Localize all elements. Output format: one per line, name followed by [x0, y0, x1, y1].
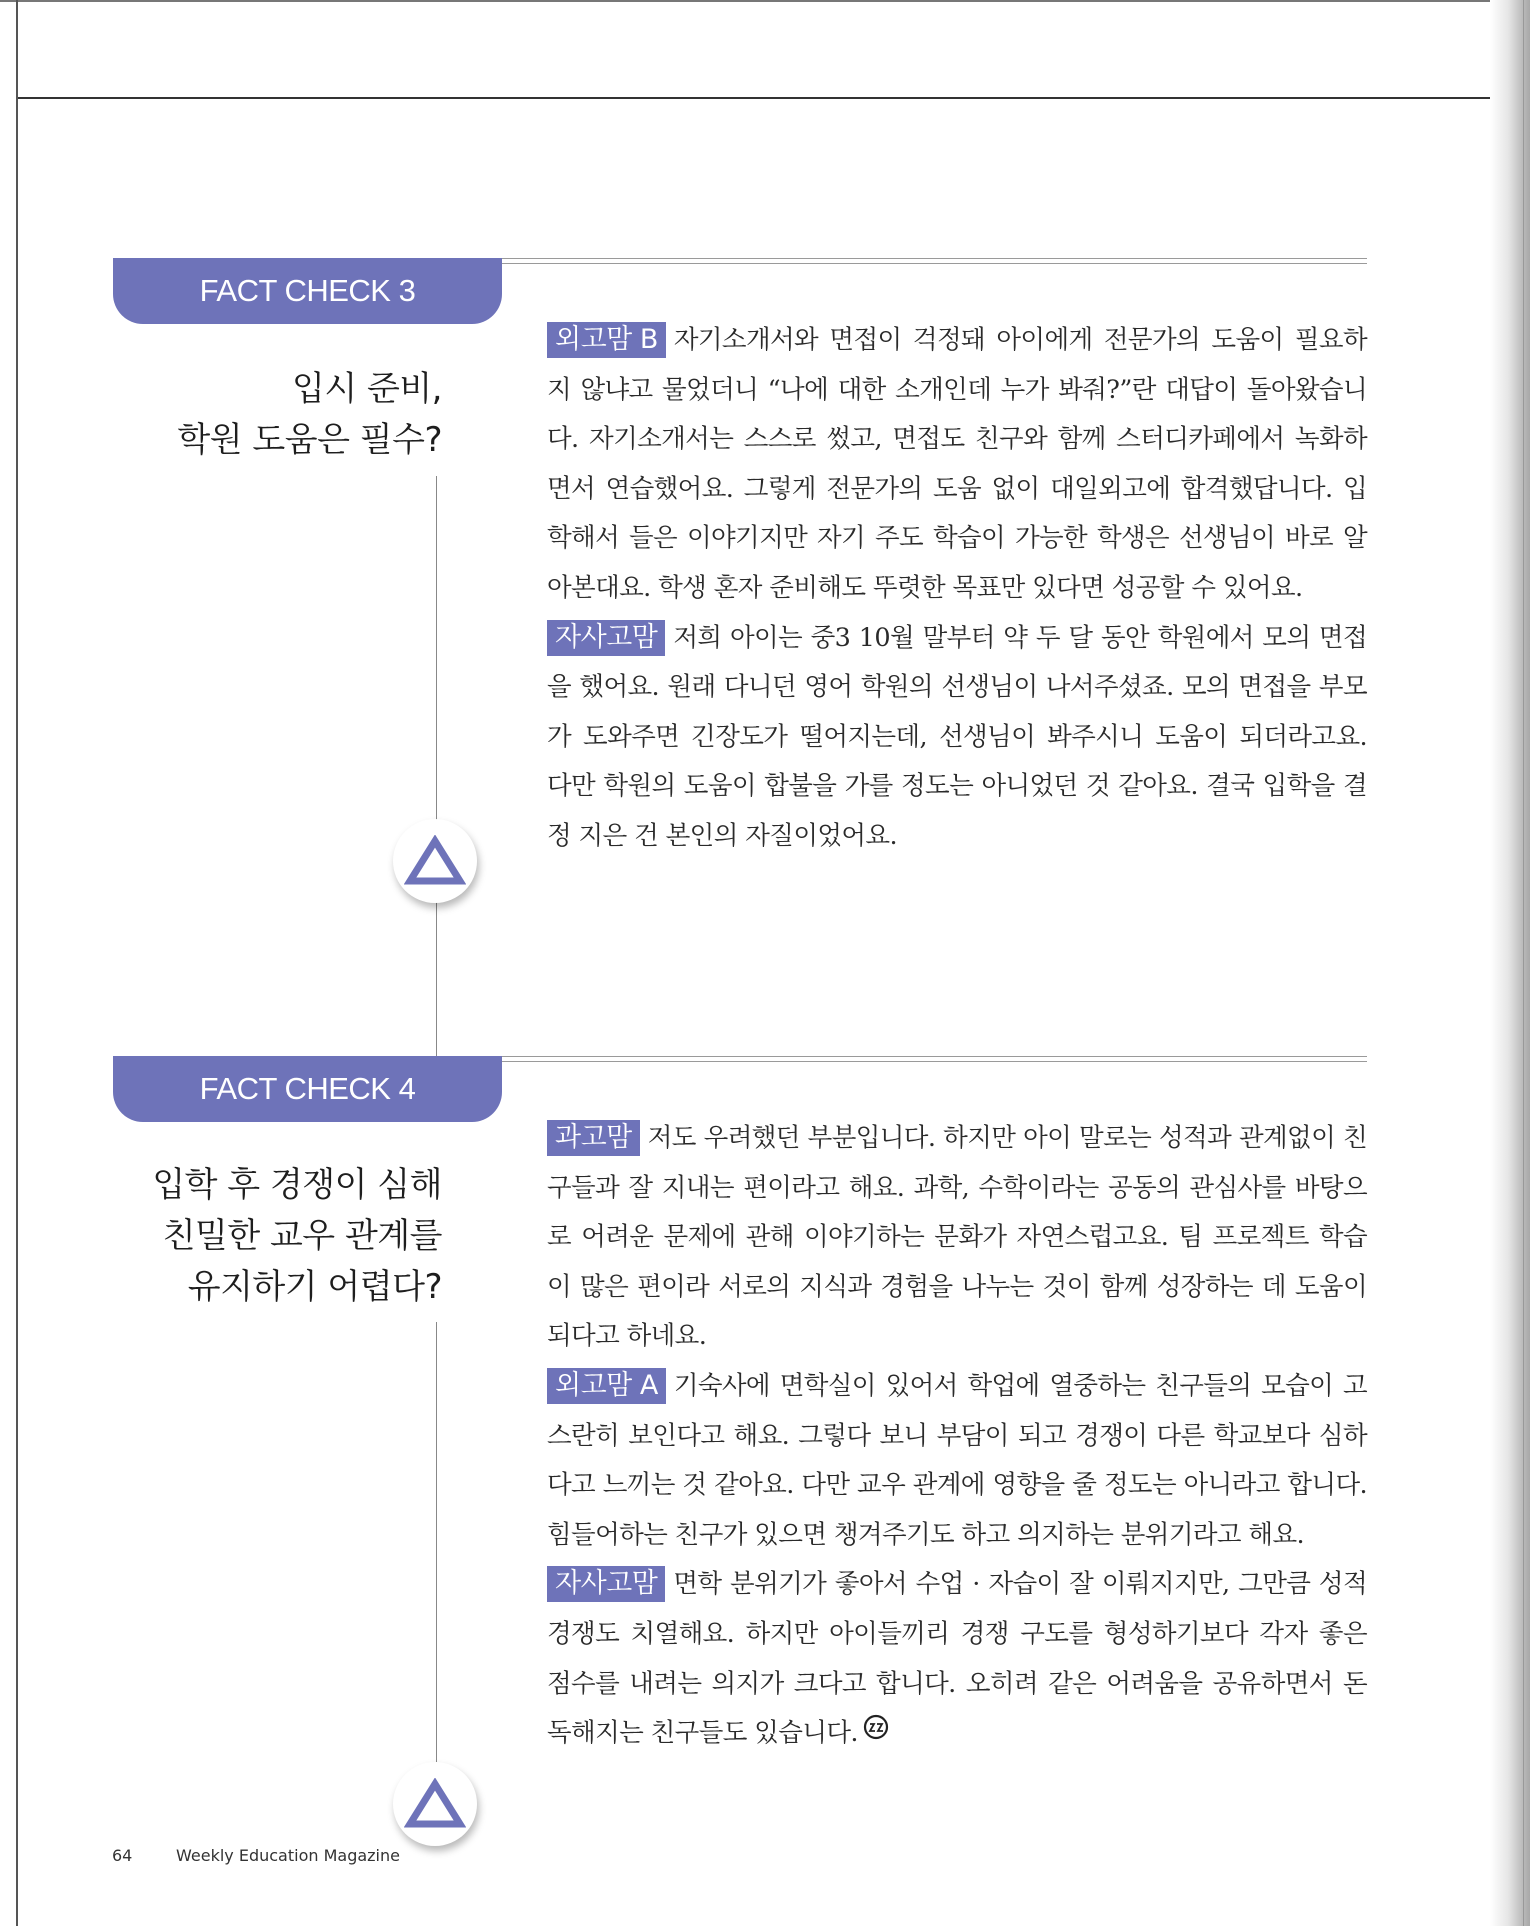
- answer-text: 저희 아이는 중3 10월 말부터 약 두 달 동안 학원에서 모의 면접을 했어요. 원래 다니던 영어 학원의 선생님이 나서주셨죠. 모의 면접을 부모가 도와주면 긴장도가 떨어지는데, 선생님이 봐주시니 도움이 되더라고요. 다만 학원의 도움이 합불을 가를 정도는 아니었던 것 같아요. 결국 입학을 결정 지은 건 본인의 자질이었어요.: [547, 622, 1367, 851]
- timeline-line: [436, 476, 437, 1061]
- page-spine-edge: [1523, 0, 1524, 1926]
- triangle-icon: [404, 835, 466, 887]
- section-rule-bottom: [502, 1061, 1367, 1062]
- speaker-tag: 외고맘 B: [547, 322, 666, 358]
- answer-text: 자기소개서와 면접이 걱정돼 아이에게 전문가의 도움이 필요하지 않냐고 물었더니 “나에 대한 소개인데 누가 봐줘?”란 대답이 돌아왔습니다. 자기소개서는 스스로 썼고, 면접도 친구와 함께 스터디카페에서 녹화하면서 연습했어요. 그렇게 전문가의 도움 없이 대일외고에 합격했답니다. 입학해서 들은 이야기지만 자기 주도 학습이 가능한 학생은 선생님이 바로 알아본대요. 학생 혼자 준비해도 뚜렷한 목표만 있다면 성공할 수 있어요.: [547, 325, 1367, 603]
- answer-paragraph: [547, 614, 1367, 862]
- speaker-tag: 과고맘: [547, 1120, 640, 1156]
- header-rule: [18, 97, 1530, 99]
- verdict-badge: [393, 1762, 477, 1846]
- page-left-border: [16, 0, 18, 1926]
- page-top-border: [0, 0, 1530, 2]
- answer-paragraph: [547, 1114, 1367, 1362]
- answer-text: 저도 우려했던 부분입니다. 하지만 아이 말로는 성적과 관계없이 친구들과 잘 지내는 편이라고 해요. 과학, 수학이라는 공동의 관심사를 바탕으로 어려운 문제에 관해 이야기하는 문화가 자연스럽고요. 팀 프로젝트 학습이 많은 편이라 서로의 지식과 경험을 나누는 것이 함께 성장하는 데 도움이 되다고 하네요.: [547, 1123, 1367, 1352]
- end-mark-icon: [862, 1709, 890, 1759]
- answer-text: 면학 분위기가 좋아서 수업 · 자습이 잘 이뤄지지만, 그만큼 성적 경쟁도 치열해요. 하지만 아이들끼리 경쟁 구도를 형성하기보다 각자 좋은 점수를 내려는 의지가 크다고 합니다. 오히려 같은 어려움을 공유하면서 돈독해지는 친구들도 있습니다.: [547, 1569, 1367, 1749]
- fact-check-tab: FACT CHECK 4: [113, 1056, 502, 1122]
- answer-paragraph: [547, 316, 1367, 614]
- answers-text: [547, 1114, 1367, 1759]
- speaker-tag: 자사고맘: [547, 620, 665, 656]
- speaker-tag: 자사고맘: [547, 1566, 665, 1602]
- section-rule-bottom: [502, 263, 1367, 264]
- answer-text: 기숙사에 면학실이 있어서 학업에 열중하는 친구들의 모습이 고스란히 보인다고 해요. 그렇다 보니 부담이 되고 경쟁이 다른 학교보다 심하다고 느끼는 것 같아요. 다만 교우 관계에 영향을 줄 정도는 아니라고 합니다. 힘들어하는 친구가 있으면 챙겨주기도 하고 의지하는 분위기라고 해요.: [547, 1370, 1367, 1550]
- question-line: 입시 준비,: [292, 369, 442, 409]
- page-spine-shadow: [1490, 0, 1530, 1926]
- question-heading: [177, 364, 442, 466]
- question-line: 입학 후 경쟁이 심해: [152, 1165, 442, 1205]
- question-line: 친밀한 교우 관계를: [162, 1216, 442, 1256]
- answers-text: [547, 316, 1367, 862]
- page-number: 64: [112, 1846, 133, 1865]
- fact-check-tab: FACT CHECK 3: [113, 258, 502, 324]
- answer-paragraph: [547, 1362, 1367, 1560]
- section-rule-top: [502, 1056, 1367, 1057]
- triangle-icon: [404, 1778, 466, 1830]
- question-heading: [152, 1160, 442, 1313]
- question-line: 학원 도움은 필수?: [177, 420, 442, 460]
- speaker-tag: 외고맘 A: [547, 1368, 666, 1404]
- question-line: 유지하기 어렵다?: [187, 1267, 442, 1307]
- magazine-name: Weekly Education Magazine: [176, 1846, 400, 1865]
- section-rule-top: [502, 258, 1367, 259]
- verdict-badge: [393, 819, 477, 903]
- timeline-line: [436, 1322, 437, 1762]
- answer-paragraph: [547, 1560, 1367, 1759]
